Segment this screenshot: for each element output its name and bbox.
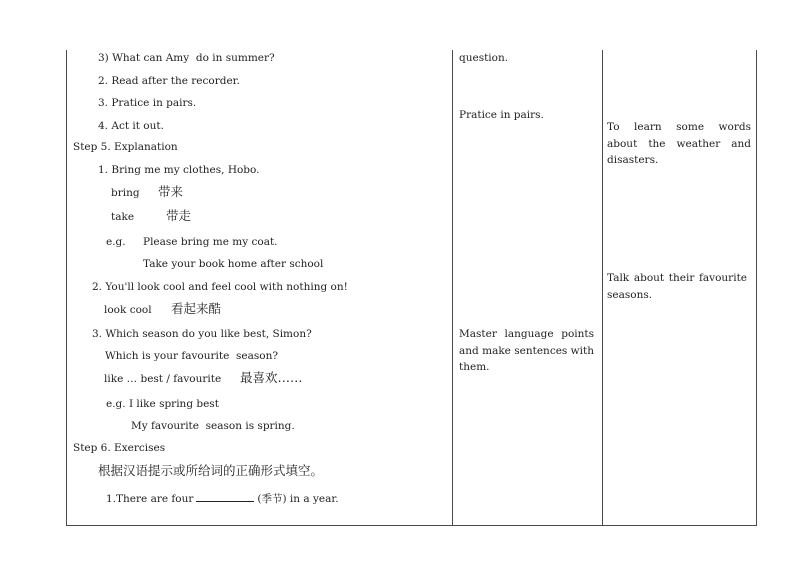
column-divider-1 [452, 50, 453, 525]
purpose-talk-seasons: Talk about their favourite seasons. [607, 272, 747, 301]
explanation-point-2: 2. You'll look cool and feel cool with nothing on! [92, 281, 348, 293]
vocab-take: take [111, 211, 135, 223]
step-6-heading: Step 6. Exercises [73, 442, 166, 454]
step-act-out: 4. Act it out. [98, 120, 164, 132]
vocab-like-best: like … best / favourite [104, 373, 222, 385]
question-3-line: 3) What can Amy do in summer? [98, 52, 275, 64]
activity-practice: Pratice in pairs. [459, 109, 544, 121]
example-spring: e.g. I like spring best [106, 398, 219, 410]
example-label: e.g. [106, 236, 126, 248]
step-read-after: 2. Read after the recorder. [98, 75, 240, 87]
column-divider-2 [602, 50, 603, 525]
exercise-instructions: 根据汉语提示或所给词的正确形式填空。 [98, 463, 324, 478]
exercise-1-start: 1.There are four [106, 493, 194, 505]
example-sentence-2: Take your book home after school [143, 258, 324, 270]
activity-master-points: Master language points and make sentences with them. [459, 328, 594, 373]
step-practice-pairs: 3. Pratice in pairs. [98, 97, 197, 109]
example-favourite-spring: My favourite season is spring. [131, 420, 295, 432]
vocab-take-meaning: 带走 [166, 208, 192, 223]
vocab-bring-meaning: 带来 [158, 184, 184, 199]
vocab-bring: bring [111, 187, 140, 199]
favourite-season-question: Which is your favourite season? [105, 350, 278, 362]
activity-question: question. [459, 52, 509, 64]
explanation-point-3: 3. Which season do you like best, Simon? [92, 328, 312, 340]
example-sentence-1: Please bring me my coat. [143, 236, 278, 248]
explanation-point-1: 1. Bring me my clothes, Hobo. [98, 164, 260, 176]
vocab-look-cool-meaning: 看起来酷 [171, 301, 222, 316]
step-5-heading: Step 5. Explanation [73, 141, 178, 153]
exercise-1-blank [196, 491, 254, 502]
exercise-1-end: (季节) in a year. [257, 493, 339, 505]
exercise-1 [106, 491, 339, 506]
vocab-like-best-meaning: 最喜欢…… [240, 370, 303, 385]
purpose-learn-words: To learn some words about the weather and disasters. [607, 121, 751, 166]
vocab-look-cool: look cool [104, 304, 152, 316]
